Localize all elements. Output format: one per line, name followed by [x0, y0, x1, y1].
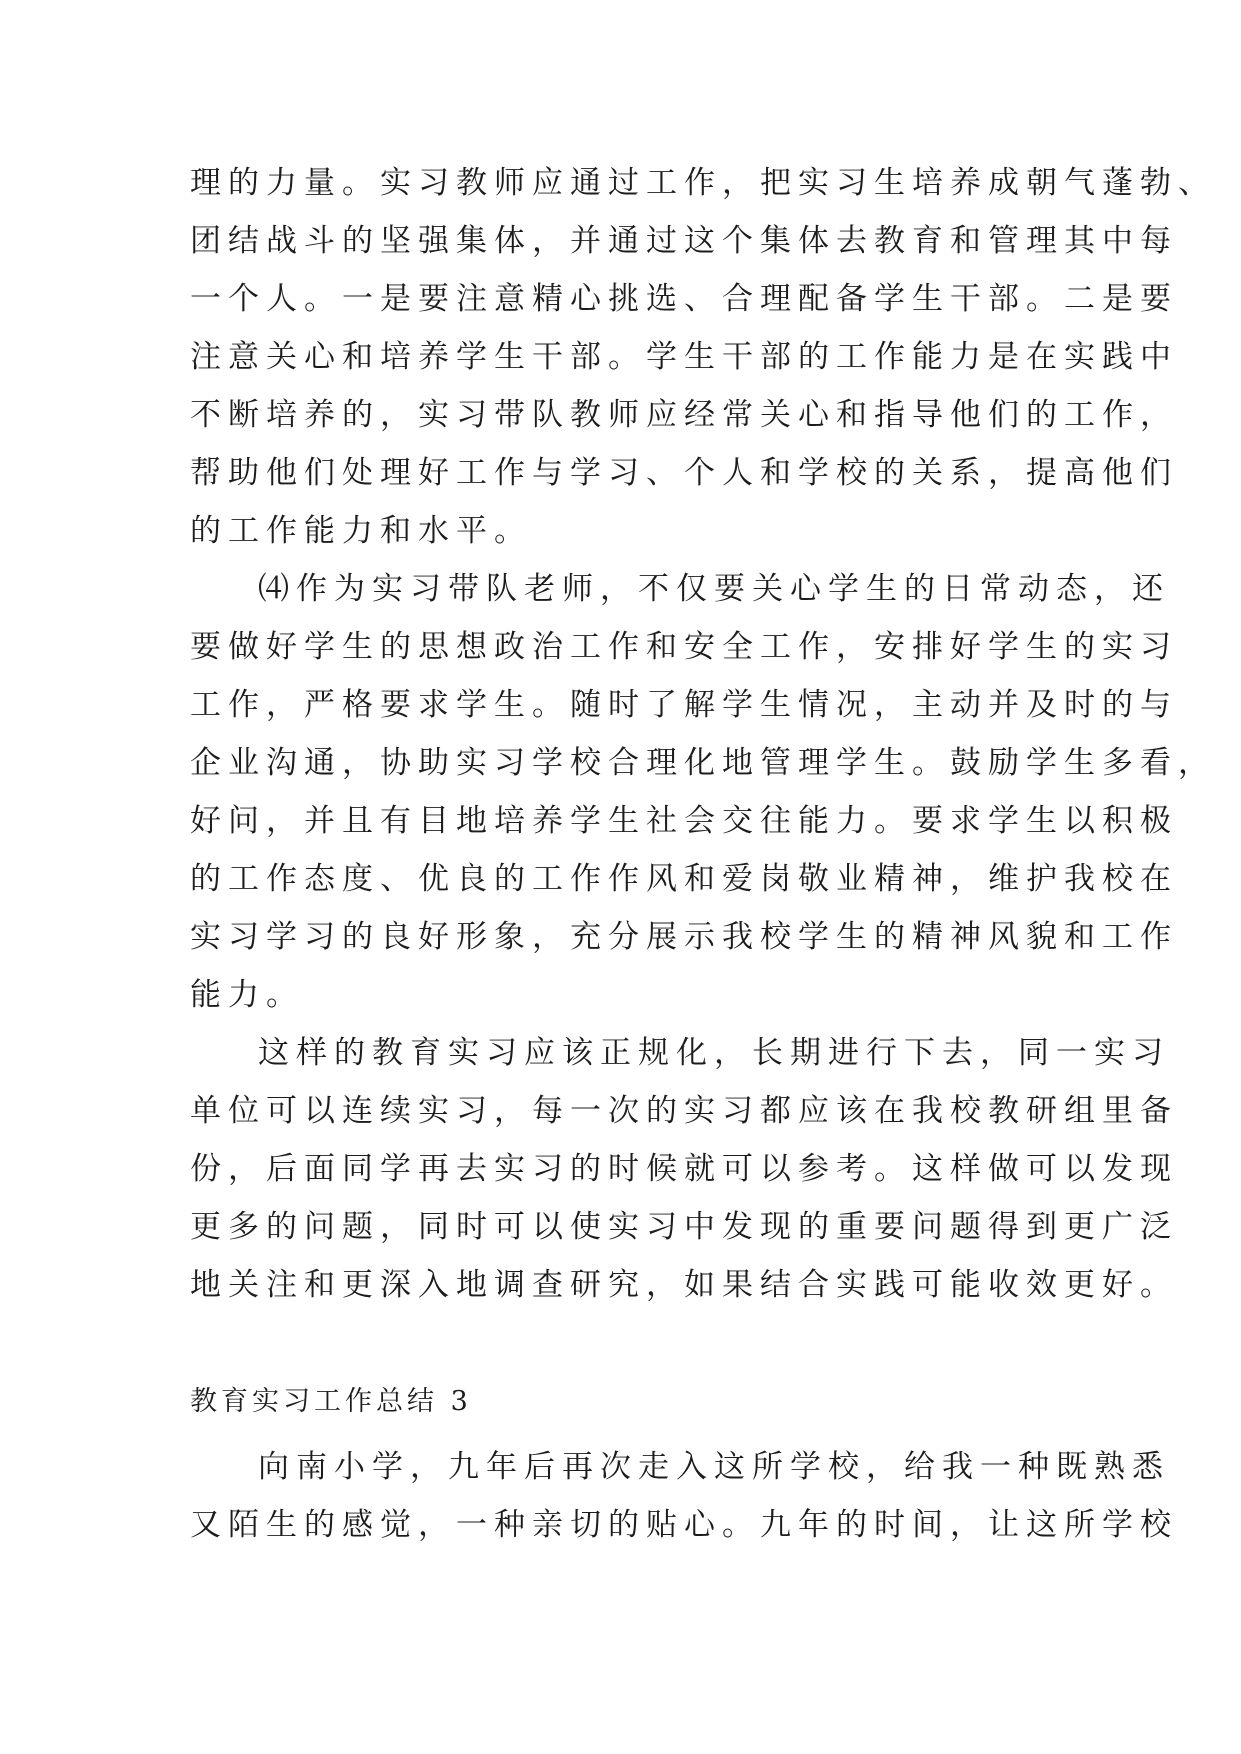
- text-line: 地关注和更深入地调查研究，如果结合实践可能收效更好。: [190, 1267, 1178, 1303]
- text-line: 的工作能力和水平。: [190, 513, 532, 549]
- paragraph-intro: [190, 1438, 1178, 1554]
- text-line: 这样的教育实习应该正规化，长期进行下去，同一实习: [258, 1035, 1170, 1071]
- text-line: 帮助他们处理好工作与学习、个人和学校的关系，提高他们: [190, 455, 1178, 491]
- text-line: 能力。: [190, 977, 304, 1013]
- text-line: 一个人。一是要注意精心挑选、合理配备学生干部。二是要: [190, 281, 1178, 317]
- text-line: 又陌生的感觉，一种亲切的贴心。九年的时间，让这所学校: [190, 1507, 1178, 1543]
- paragraph-item-4: [190, 560, 1216, 1024]
- text-line: 的工作态度、优良的工作作风和爱岗敬业精神，维护我校在: [190, 861, 1178, 897]
- text-line: 向南小学，九年后再次走入这所学校，给我一种既熟悉: [258, 1449, 1170, 1485]
- text-line: 注意关心和培养学生干部。学生干部的工作能力是在实践中: [190, 339, 1178, 375]
- text-line: 好问，并且有目地培养学生社会交往能力。要求学生以积极: [190, 803, 1178, 839]
- paragraph-continued: [190, 154, 1216, 560]
- text-line: 份，后面同学再去实习的时候就可以参考。这样做可以发现: [190, 1151, 1178, 1187]
- body-text-section-3: [190, 1438, 1178, 1554]
- text-line: 团结战斗的坚强集体，并通过这个集体去教育和管理其中每: [190, 223, 1178, 259]
- text-line: 要做好学生的思想政治工作和安全工作，安排好学生的实习: [190, 629, 1178, 665]
- paragraph-conclusion: [190, 1024, 1178, 1314]
- text-line: 实习学习的良好形象，充分展示我校学生的精神风貌和工作: [190, 919, 1178, 955]
- text-line: ⑷作为实习带队老师，不仅要关心学生的日常动态，还: [258, 571, 1170, 607]
- text-line: 企业沟通，协助实习学校合理化地管理学生。鼓励学生多看，: [190, 745, 1216, 781]
- section-heading: 教育实习工作总结 3: [190, 1386, 472, 1417]
- text-line: 理的力量。实习教师应通过工作，把实习生培养成朝气蓬勃、: [190, 165, 1216, 201]
- text-line: 不断培养的，实习带队教师应经常关心和指导他们的工作，: [190, 397, 1178, 433]
- text-line: 工作，严格要求学生。随时了解学生情况，主动并及时的与: [190, 687, 1178, 723]
- text-line: 单位可以连续实习，每一次的实习都应该在我校教研组里备: [190, 1093, 1178, 1129]
- text-line: 更多的问题，同时可以使实习中发现的重要问题得到更广泛: [190, 1209, 1178, 1245]
- body-text-main: [190, 154, 1216, 1314]
